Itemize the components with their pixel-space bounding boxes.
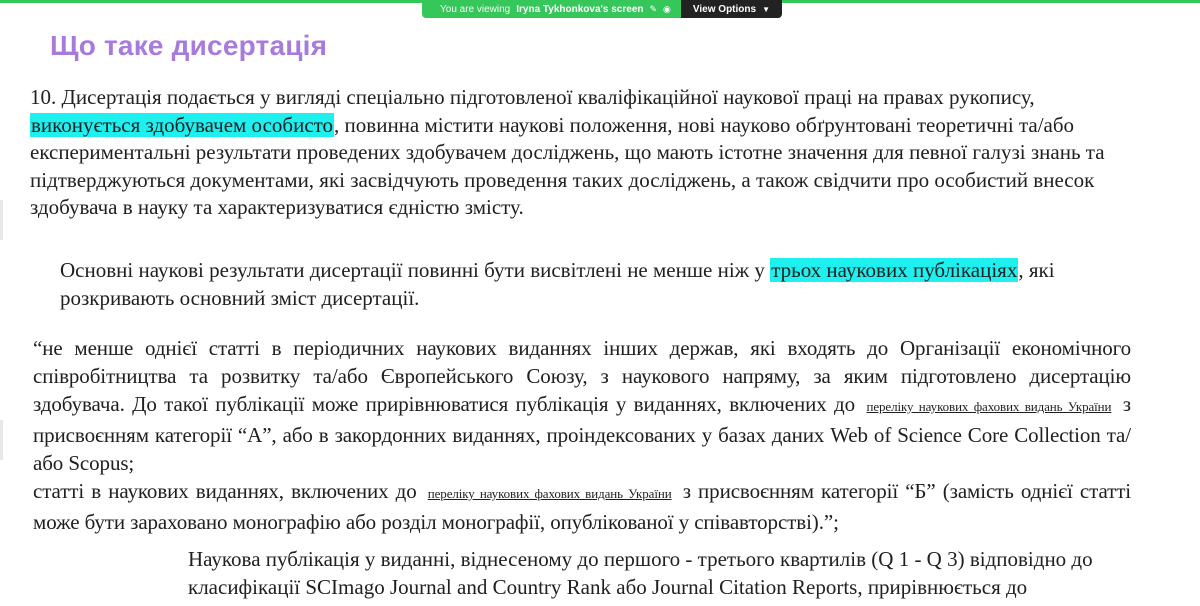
paragraph-10 (30, 84, 1150, 222)
presenter-name: Iryna Tykhonkova's screen (516, 3, 644, 15)
quote-text-end: з присвоєнням категорії “Б” (замість однієї статті може бути зараховано монографію або розділ монографії, опублікованої у співавторстві).”; (33, 479, 1132, 534)
quote-block (33, 334, 1131, 536)
screen-share-bar (422, 0, 782, 18)
viewing-indicator (422, 0, 681, 18)
record-icon[interactable]: ◉ (663, 3, 671, 14)
publications-text: Основні наукові результати дисертації повинні бути висвітлені не менше ніж у (60, 258, 771, 282)
viewing-prefix: You are viewing (440, 3, 511, 15)
slide-edge-marker (0, 420, 3, 460)
quote-text-articles: статті в наукових виданнях, включених до (33, 479, 417, 503)
highlight-personally: виконується здобувачем особисто (31, 112, 334, 137)
link-professional-journals-list[interactable]: переліку наукових фахових видань України (866, 399, 1112, 414)
share-status-icons (650, 4, 671, 15)
chevron-down-icon: ▼ (762, 4, 770, 14)
highlight-three-publications: трьох наукових публікаціях (771, 258, 1018, 282)
publications-requirement (60, 257, 1150, 312)
pointer-icon[interactable]: ✎ (649, 3, 658, 14)
slide-edge-marker (0, 200, 3, 240)
link-professional-journals-list-2[interactable]: переліку наукових фахових видань України (427, 486, 672, 501)
publications-text-cont: , які розкривають основний зміст дисертації. (60, 258, 1055, 310)
quote-text-cont: з присвоєнням категорії “А”, або в закордонних виданнях, проіндексованих у базах даних Web of Science Core Collection та/або Scopus; (33, 392, 1131, 475)
paragraph-10-text: 10. Дисертація подається у вигляді спеціально підготовленої кваліфікаційної наукової праці на правах рукопису, (30, 85, 1035, 109)
view-options-label: View Options (692, 3, 757, 15)
slide-title: Що таке дисертація (50, 30, 328, 61)
quote-text: “не менше однієї статті в періодичних наукових виданнях інших держав, які входять до Організації економічного співробітництва та розвитку та/або Європейського Союзу, з наукового напряму, за яким підготовлено дисертацію здобувача. До такої публікації може прирівнюватися публікація у виданнях, включених до (33, 336, 1131, 416)
paragraph-10-text-cont: , повинна містити наукові положення, нові науково обґрунтовані теоретичні та/або експериментальні результати проведених здобувачем досліджень, що мають істотне значення для певної галузі знань та підтверджуються документами, які засвідчують проведення таких досліджень, а також свідчити про особистий внесок здобувача в науку та характеризуватися єдністю змісту. (30, 112, 1105, 219)
view-options-button[interactable] (681, 0, 782, 18)
scimago-paragraph: Наукова публікація у виданні, віднесеному до першого - третього квартилів (Q 1 - Q 3) відповідно до класифікації SCImago Journal and Country Rank або Journal Citation Reports, прирівнюється до (188, 547, 1093, 599)
